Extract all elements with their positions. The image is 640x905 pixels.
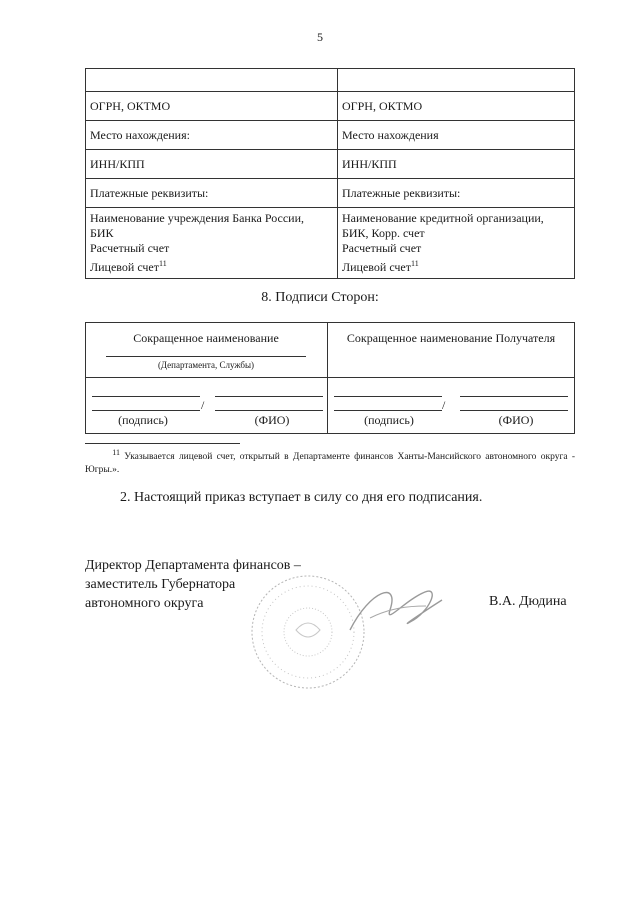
section-heading: 8. Подписи Сторон: [261,290,379,305]
signature-line [334,410,442,411]
table-cell: ОГРН, ОКТМО [338,92,575,121]
table-row [86,179,575,208]
name-line [106,356,306,357]
table-cell: ИНН/КПП [86,150,338,179]
table-row [86,92,575,121]
table-row [86,208,575,279]
signer-line: заместитель Губернатора [85,577,236,592]
fio-label: (ФИО) [498,413,534,427]
signer-position [85,556,301,613]
page-number: 5 [317,30,323,44]
fio-line [215,410,323,411]
signer-name: В.А. Дюдина [489,594,567,609]
left-party-title: Сокращенное наименование [133,331,279,345]
signature-label: (подпись) [364,413,414,427]
handwritten-signature-image [330,570,460,650]
table-cell: Место нахождения: [86,121,338,150]
bank-line: Наименование учреждения Банка России, [90,211,304,225]
table-cell [338,69,575,92]
table-cell: Платежные реквизиты: [338,179,575,208]
signature-line [92,396,200,397]
footnote-rule [85,443,240,444]
bank-details-left [86,208,338,279]
table-cell: Место нахождения [338,121,575,150]
footnote-number: 11 [112,448,120,457]
requisites-table [85,68,575,279]
bank-line [90,256,333,275]
slash-separator: / [201,398,205,412]
signature-label: (подпись) [118,413,168,427]
signature-line [334,396,442,397]
bank-details-right [338,208,575,279]
table-row [86,150,575,179]
footnote-ref: 11 [411,259,419,268]
table-row [86,121,575,150]
fio-label: (ФИО) [254,413,290,427]
fio-line [215,396,323,397]
bank-line: Расчетный счет [342,241,422,255]
table-cell: Платежные реквизиты: [86,179,338,208]
slash-separator: / [442,398,446,412]
bank-line: БИК, Корр. счет [342,226,425,240]
bank-line-text: Лицевой счет [90,260,160,274]
fio-line [460,410,568,411]
footnote-text: Указывается лицевой счет, открытый в Департаменте финансов Ханты-Мансийского автономного округа - Югры.». [85,452,576,476]
divider [85,377,575,378]
signer-line: автономного округа [85,596,204,611]
right-party-title: Сокращенное наименование Получателя [346,331,556,345]
bank-line [342,256,570,275]
left-party-subtitle: (Департамента, Службы) [157,360,255,370]
signature-line [92,410,200,411]
divider [327,322,328,434]
bank-line: Расчетный счет [90,241,170,255]
table-cell: ОГРН, ОКТМО [86,92,338,121]
signer-line: Директор Департамента финансов – [85,558,301,573]
table-row [86,69,575,92]
footnote-ref: 11 [159,259,167,268]
fio-line [460,396,568,397]
footnote [85,446,575,477]
bank-line: Наименование кредитной организации, [342,211,544,225]
table-cell: ИНН/КПП [338,150,575,179]
bank-line: БИК [90,226,114,240]
table-cell [86,69,338,92]
paragraph-effective-date: 2. Настоящий приказ вступает в силу со дня его подписания. [120,490,483,505]
bank-line-text: Лицевой счет [342,260,412,274]
